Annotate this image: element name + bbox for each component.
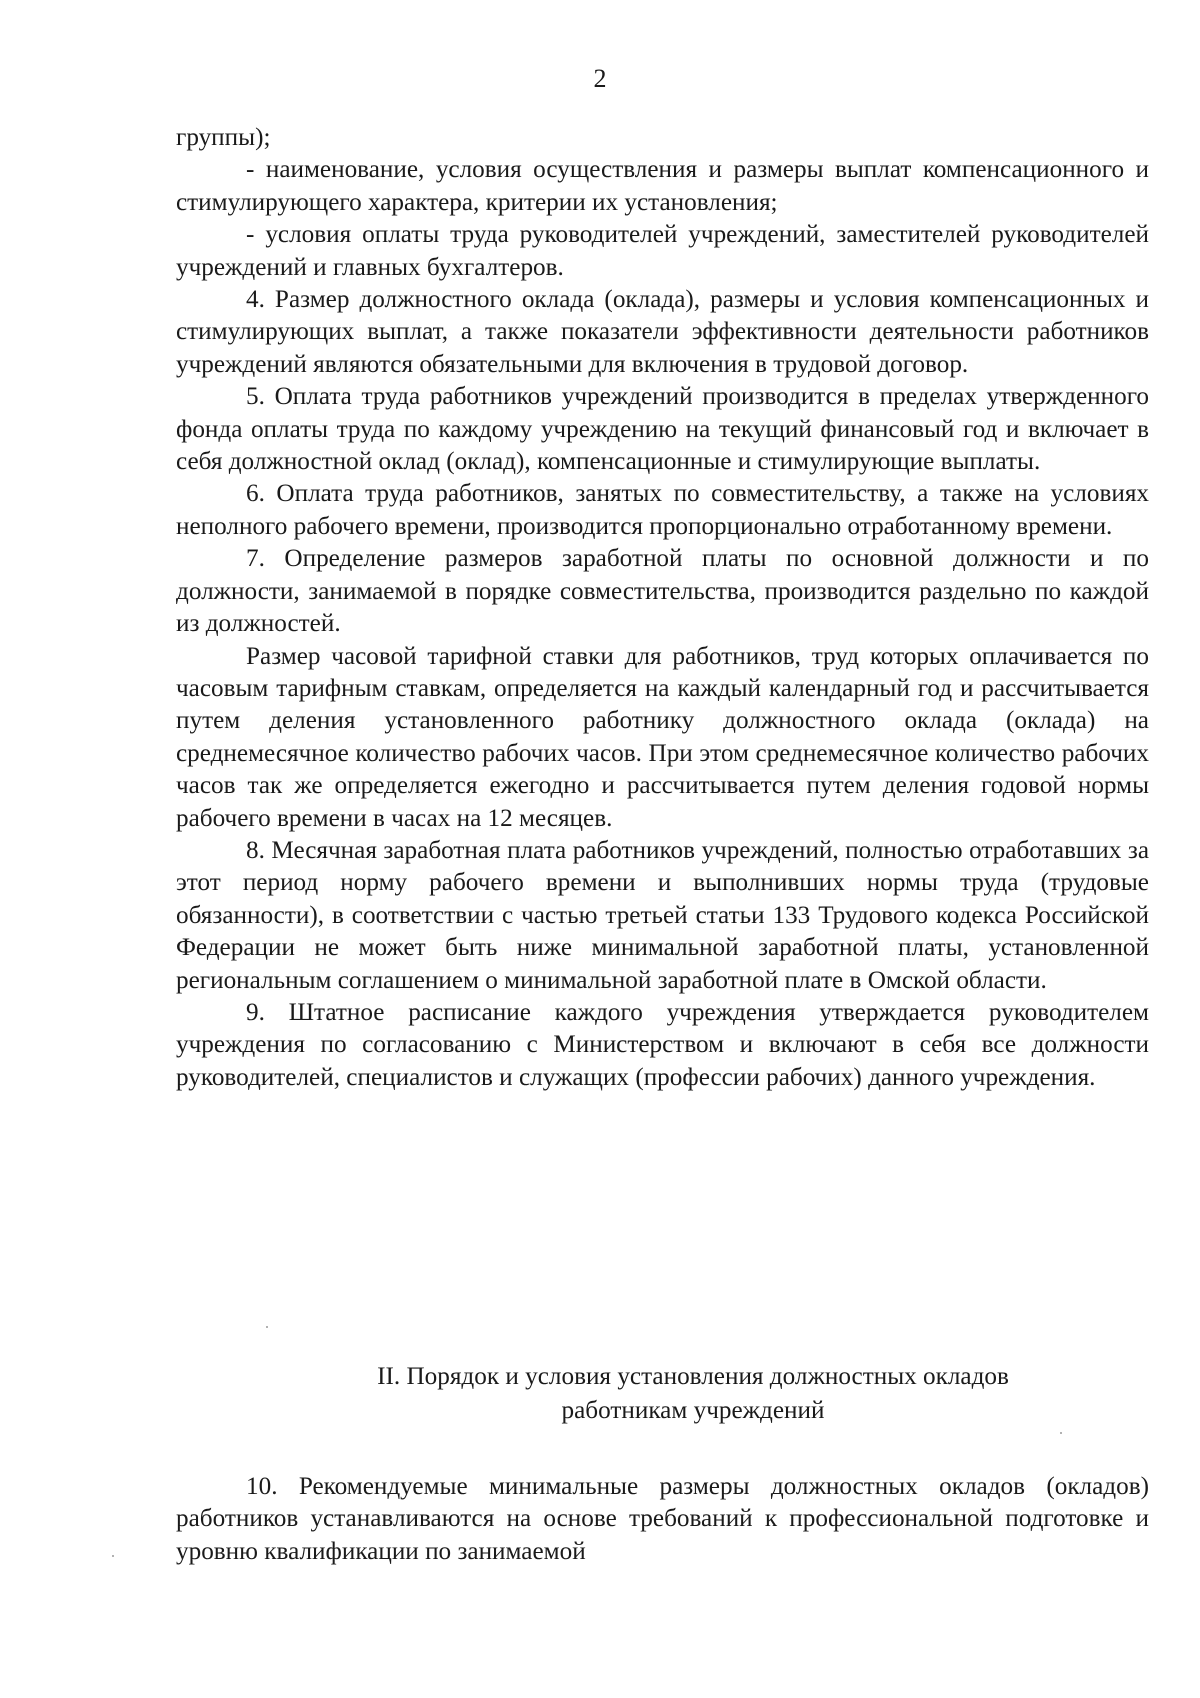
scan-speck (112, 1555, 114, 1557)
page-number: 2 (593, 64, 607, 93)
clause-6: 6. Оплата труда работников, занятых по совместительству, а также на условиях неполного рабочего времени, производится пропорционально отработанному времени. (176, 480, 1149, 540)
clause-9: 9. Штатное расписание каждого учреждения утверждается руководителем учреждения по согласованию с Министерством и включают в себя все должности руководителей, специалистов и служащих (профессии рабочих) данного учреждения. (176, 998, 1149, 1091)
clause-7-hourly-rate: Размер часовой тарифной ставки для работников, труд которых оплачивается по часовым тарифным ставкам, определяется на каждый календарный год и рассчитывается путем деления установленного работнику должностного оклада (оклада) на среднемесячное количество рабочих часов. При этом среднемесячное количество рабочих часов так же определяется ежегодно и рассчитывается путем деления годовой нормы рабочего времени в часах на 12 месяцев. (176, 642, 1149, 832)
body-text (176, 122, 1149, 1094)
clause-5: 5. Оплата труда работников учреждений производится в пределах утвержденного фонда оплаты труда по каждому учреждению на текущий финансовый год и включает в себя должностной оклад (оклад), компенсационные и стимулирующие выплаты. (176, 383, 1149, 476)
section-heading (176, 1360, 1200, 1428)
closing-text (176, 1471, 1149, 1568)
scan-speck (1060, 1432, 1062, 1434)
clause-10: 10. Рекомендуемые минимальные размеры должностных окладов (окладов) работников устанавливаются на основе требований к профессиональной подготовке и уровню квалификации по занимаемой (176, 1473, 1149, 1565)
clause-4: 4. Размер должностного оклада (оклада), размеры и условия компенсационных и стимулирующих выплат, а также показатели эффективности деятельности работников учреждений являются обязательными для включения в трудовой договор. (176, 286, 1149, 378)
clause-8: 8. Месячная заработная плата работников учреждений, полностью отработавших за этот период норму рабочего времени и выполнивших нормы труда (трудовые обязанности), в соответствии с частью третьей статьи 133 Трудового кодекса Российской Федерации не может быть ниже минимальной заработной платы, установленной региональным соглашением о минимальной заработной плате в Омской области. (176, 836, 1149, 994)
clause-7: 7. Определение размеров заработной платы по основной должности и по должности, занимаемой в порядке совместительства, производится раздельно по каждой из должностей. (176, 545, 1149, 638)
section-heading-line-1: II. Порядок и условия установления должностных окладов (377, 1363, 1009, 1390)
paragraph-continuation: группы); (176, 124, 271, 151)
list-item-payments: - наименование, условия осуществления и размеры выплат компенсационного и стимулирующего характера, критерии их установления; (176, 156, 1149, 216)
list-item-managers-pay: - условия оплаты труда руководителей учреждений, заместителей руководителей учреждений и главных бухгалтеров. (176, 221, 1149, 281)
scan-speck (266, 1326, 268, 1328)
section-heading-line-2: работникам учреждений (561, 1397, 825, 1424)
